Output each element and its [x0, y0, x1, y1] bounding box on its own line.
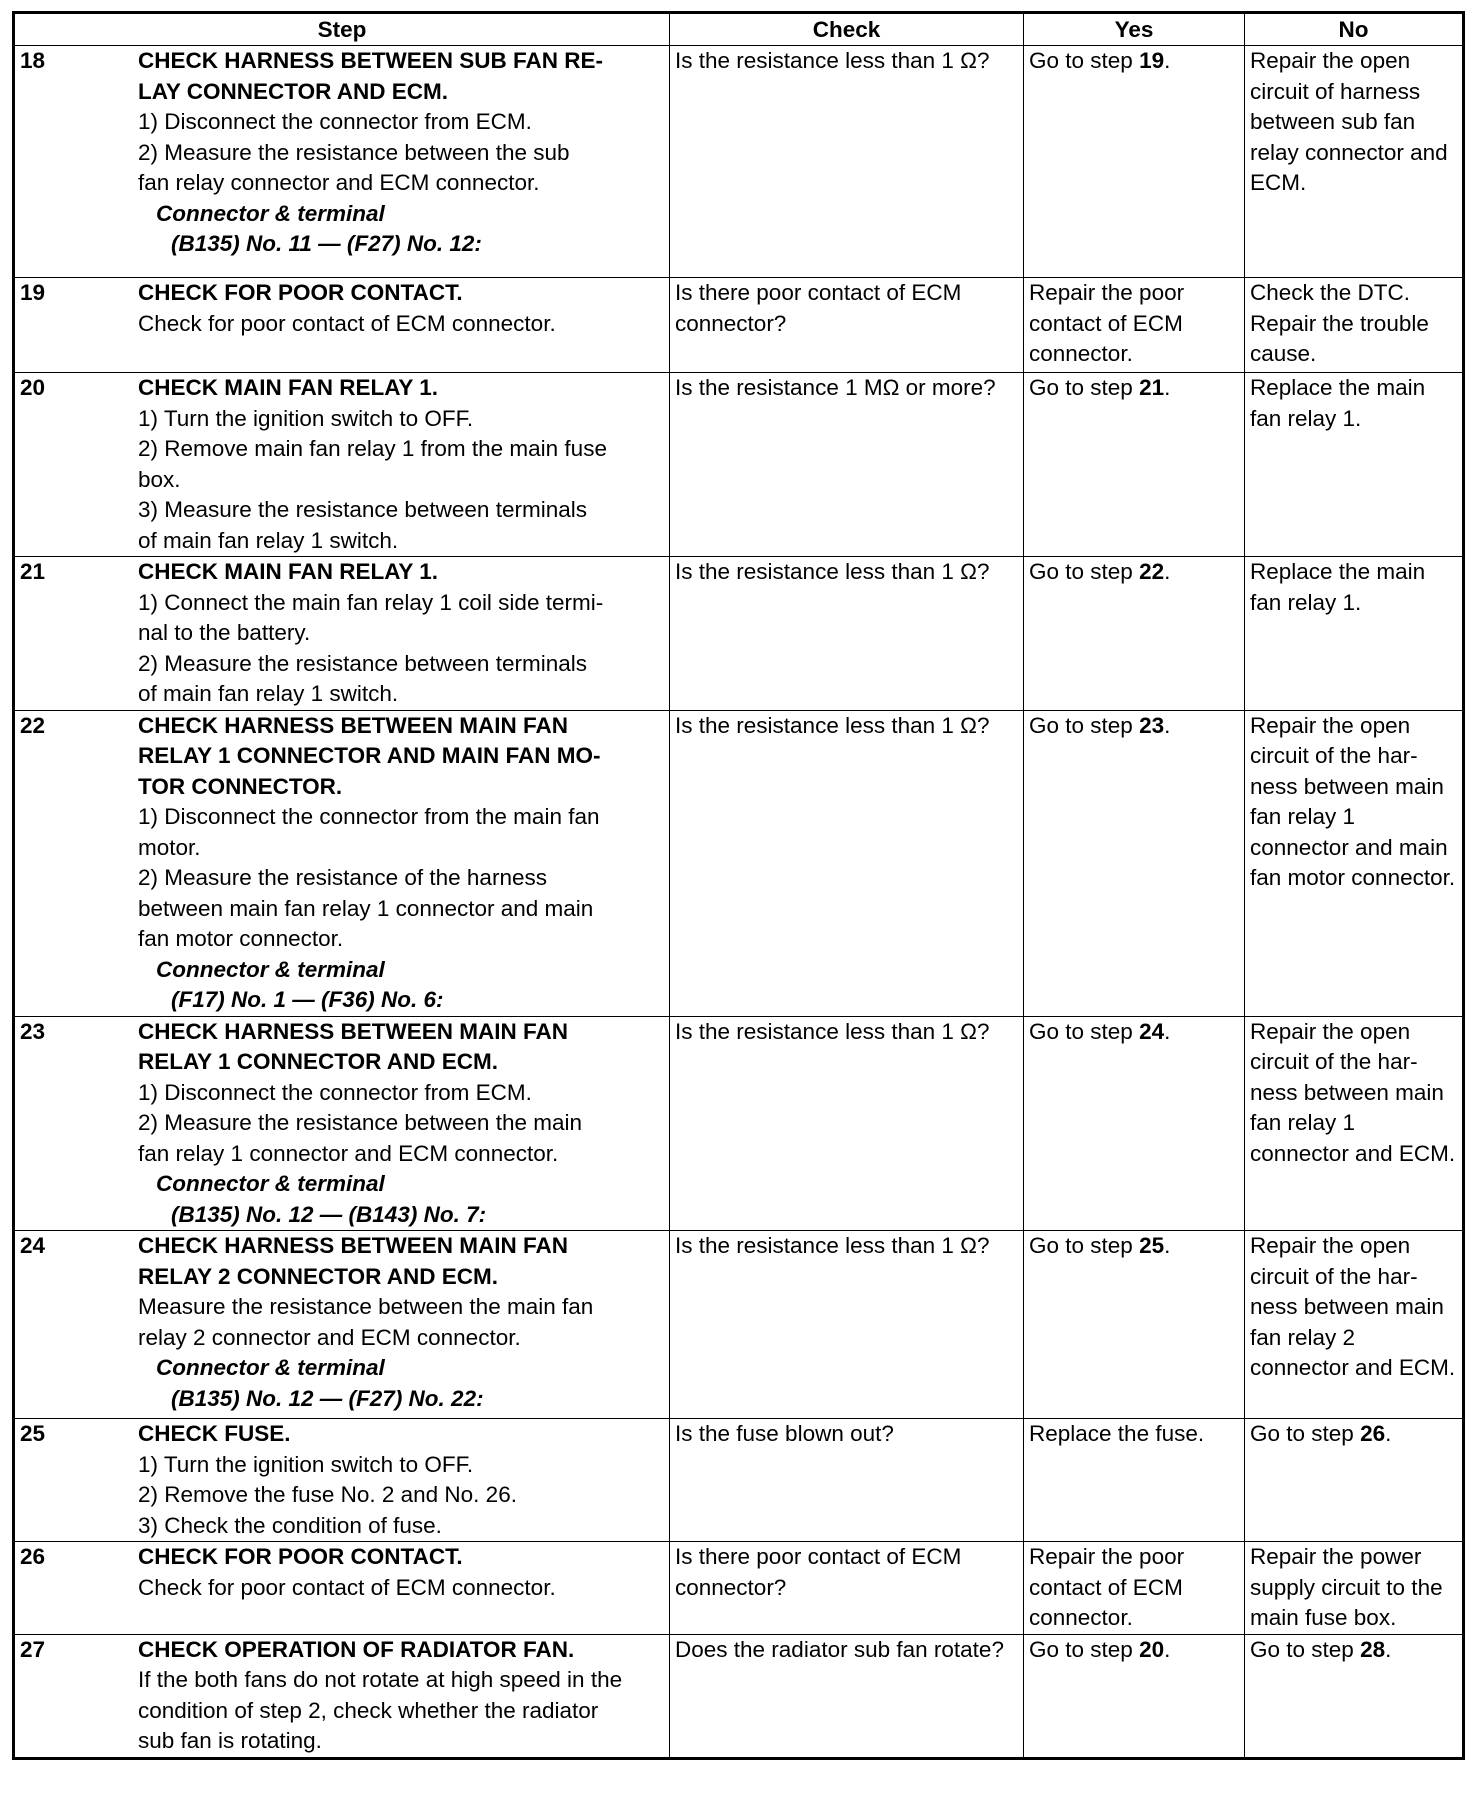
yes-step-number: 20: [1139, 1636, 1165, 1662]
connector-terminal: (B135) No. 12 — (F27) No. 22:: [171, 1385, 484, 1411]
check-question: Is the resistance less than 1 Ω?: [675, 559, 990, 584]
no-text: Repair the open circuit of the har- ness between main fan relay 1 connector and ECM.: [1250, 1018, 1456, 1166]
step-body: [138, 1419, 664, 1541]
yes-cell: [1024, 1634, 1245, 1758]
step-instruction: Check for poor contact of ECM connector.: [138, 1574, 556, 1600]
step-body: [138, 1635, 664, 1757]
yes-cell: [1024, 46, 1245, 278]
step-body: [138, 1017, 664, 1231]
step-number: 22: [20, 712, 46, 738]
step-title: RELAY 1 CONNECTOR AND ECM.: [138, 1049, 499, 1074]
step-body: [138, 278, 664, 339]
yes-step-number: 21: [1139, 375, 1165, 400]
yes-cell: [1024, 710, 1245, 1016]
step-content: [20, 557, 664, 710]
step-instruction: between main fan relay 1 connector and main: [138, 895, 594, 921]
no-cell: [1245, 557, 1464, 711]
diagnostic-table: [12, 11, 1465, 1760]
step-title: CHECK HARNESS BETWEEN MAIN FAN: [138, 712, 569, 738]
step-instruction: 1) Turn the ignition switch to OFF.: [138, 1451, 474, 1477]
no-step-number: 28: [1360, 1636, 1386, 1662]
check-question: Is there poor contact of ECM connector?: [675, 1544, 962, 1600]
step-cell: [14, 373, 670, 557]
no-text: Replace the main fan relay 1.: [1250, 375, 1426, 431]
check-question: Is the resistance 1 MΩ or more?: [675, 375, 996, 400]
step-instruction: 2) Remove the fuse No. 2 and No. 26.: [138, 1482, 517, 1507]
yes-step-number: 25: [1139, 1233, 1165, 1258]
step-number: 19: [20, 280, 46, 305]
step-cell: [14, 1542, 670, 1635]
no-text: Repair the open circuit of the har- ness between main fan relay 2 connector and ECM.: [1250, 1233, 1456, 1380]
step-body: [138, 1231, 664, 1414]
yes-step-number: 24: [1139, 1018, 1165, 1044]
step-instruction: 2) Measure the resistance between terminals: [138, 650, 587, 676]
check-question: Is the fuse blown out?: [675, 1421, 894, 1446]
step-title: CHECK MAIN FAN RELAY 1.: [138, 375, 439, 400]
check-question: Is the resistance less than 1 Ω?: [675, 1233, 990, 1258]
no-text: Replace the main fan relay 1.: [1250, 559, 1426, 615]
step-body: [138, 46, 664, 260]
yes-cell: [1024, 1542, 1245, 1635]
table-row: [14, 278, 1464, 373]
step-instruction: 2) Remove main fan relay 1 from the main fuse: [138, 436, 607, 461]
step-instruction: fan motor connector.: [138, 926, 344, 951]
header-step: Step: [14, 13, 670, 46]
table-row: [14, 373, 1464, 557]
check-cell: [670, 1016, 1024, 1231]
step-content: [20, 373, 664, 556]
step-instruction: If the both fans do not rotate at high speed in the: [138, 1667, 623, 1692]
step-number: 21: [20, 559, 46, 584]
no-cell: [1245, 278, 1464, 373]
step-cell: [14, 710, 670, 1016]
step-instruction: 2) Measure the resistance of the harness: [138, 865, 547, 890]
table-row: [14, 1231, 1464, 1419]
check-cell: [670, 373, 1024, 557]
step-content: [20, 1231, 664, 1414]
step-instruction: fan relay 1 connector and ECM connector.: [138, 1140, 559, 1166]
step-instruction: sub fan is rotating.: [138, 1728, 322, 1753]
no-cell: [1245, 373, 1464, 557]
step-number: 18: [20, 48, 46, 73]
step-title: RELAY 2 CONNECTOR AND ECM.: [138, 1263, 499, 1289]
step-body: [138, 711, 664, 1016]
step-instruction: 1) Disconnect the connector from the main fan: [138, 804, 600, 829]
step-instruction: 1) Disconnect the connector from ECM.: [138, 109, 532, 134]
document-page: [12, 11, 1462, 1760]
step-instruction: motor.: [138, 834, 201, 860]
yes-cell: [1024, 373, 1245, 557]
step-title: CHECK MAIN FAN RELAY 1.: [138, 559, 439, 584]
step-cell: [14, 1419, 670, 1542]
step-cell: [14, 1634, 670, 1758]
table-row: [14, 1542, 1464, 1635]
header-check: Check: [670, 13, 1024, 46]
step-number: 20: [20, 375, 46, 400]
step-instruction: nal to the battery.: [138, 620, 311, 645]
yes-step-number: 19: [1139, 48, 1165, 73]
check-cell: [670, 1231, 1024, 1419]
step-instruction: 3) Measure the resistance between terminals: [138, 497, 587, 522]
step-instruction: 1) Turn the ignition switch to OFF.: [138, 405, 474, 431]
yes-cell: [1024, 557, 1245, 711]
step-content: [20, 278, 664, 339]
no-cell: [1245, 1016, 1464, 1231]
step-instruction: box.: [138, 466, 181, 492]
step-title: CHECK FUSE.: [138, 1421, 291, 1446]
yes-text: Go to step 19.: [1029, 48, 1171, 73]
no-cell: [1245, 1231, 1464, 1419]
step-content: [20, 1542, 664, 1603]
connector-terminal: (B135) No. 11 — (F27) No. 12:: [171, 231, 482, 256]
step-instruction: Measure the resistance between the main fan: [138, 1294, 594, 1319]
step-instruction: relay 2 connector and ECM connector.: [138, 1324, 521, 1350]
yes-cell: [1024, 278, 1245, 373]
no-cell: [1245, 1634, 1464, 1758]
header-no: No: [1245, 13, 1464, 46]
yes-text: Repair the poor contact of ECM connector.: [1029, 1544, 1185, 1630]
step-title: RELAY 1 CONNECTOR AND MAIN FAN MO-: [138, 743, 601, 768]
check-cell: [670, 1542, 1024, 1635]
step-instruction: Check for poor contact of ECM connector.: [138, 310, 556, 336]
yes-text: Go to step 24.: [1029, 1018, 1171, 1044]
check-cell: [670, 1419, 1024, 1542]
step-cell: [14, 46, 670, 278]
connector-label: Connector & terminal: [156, 956, 385, 982]
no-cell: [1245, 46, 1464, 278]
yes-step-number: 23: [1139, 712, 1165, 738]
header-yes: Yes: [1024, 13, 1245, 46]
step-title: TOR CONNECTOR.: [138, 773, 343, 799]
step-instruction: of main fan relay 1 switch.: [138, 681, 399, 706]
no-step-number: 26: [1360, 1421, 1386, 1446]
no-text: Repair the open circuit of harness between sub fan relay connector and ECM.: [1250, 48, 1448, 195]
step-instruction: 1) Connect the main fan relay 1 coil side termi-: [138, 589, 604, 615]
check-question: Is the resistance less than 1 Ω?: [675, 712, 990, 738]
table-row: [14, 1016, 1464, 1231]
step-title: CHECK FOR POOR CONTACT.: [138, 280, 463, 305]
step-title: CHECK OPERATION OF RADIATOR FAN.: [138, 1636, 575, 1662]
check-cell: [670, 46, 1024, 278]
step-instruction: of main fan relay 1 switch.: [138, 527, 399, 553]
table-row: [14, 710, 1464, 1016]
yes-text: Go to step 22.: [1029, 559, 1171, 584]
no-text: Go to step 28.: [1250, 1636, 1392, 1662]
no-cell: [1245, 1542, 1464, 1635]
no-text: Repair the open circuit of the har- ness between main fan relay 1 connector and main fan motor connector.: [1250, 712, 1456, 890]
connector-terminal: (B135) No. 12 — (B143) No. 7:: [171, 1201, 487, 1227]
step-instruction: 1) Disconnect the connector from ECM.: [138, 1079, 532, 1105]
check-question: Is the resistance less than 1 Ω?: [675, 1018, 990, 1044]
connector-label: Connector & terminal: [156, 200, 385, 226]
step-title: CHECK FOR POOR CONTACT.: [138, 1544, 463, 1569]
step-number: 24: [20, 1233, 46, 1258]
step-number: 27: [20, 1636, 46, 1662]
check-cell: [670, 278, 1024, 373]
no-text: Go to step 26.: [1250, 1421, 1392, 1446]
step-content: [20, 46, 664, 260]
no-text: Repair the power supply circuit to the main fuse box.: [1250, 1544, 1443, 1630]
step-instruction: 3) Check the condition of fuse.: [138, 1512, 442, 1538]
step-title: LAY CONNECTOR AND ECM.: [138, 78, 449, 104]
step-title: CHECK HARNESS BETWEEN SUB FAN RE-: [138, 48, 604, 73]
connector-terminal: (F17) No. 1 — (F36) No. 6:: [171, 987, 444, 1012]
step-content: [20, 1419, 664, 1541]
yes-cell: [1024, 1016, 1245, 1231]
step-title: CHECK HARNESS BETWEEN MAIN FAN: [138, 1233, 569, 1258]
step-number: 26: [20, 1544, 46, 1569]
step-cell: [14, 1016, 670, 1231]
check-cell: [670, 557, 1024, 711]
yes-text: Replace the fuse.: [1029, 1421, 1205, 1446]
check-cell: [670, 710, 1024, 1016]
yes-cell: [1024, 1231, 1245, 1419]
header-row: [14, 13, 1464, 46]
step-title: CHECK HARNESS BETWEEN MAIN FAN: [138, 1018, 569, 1044]
step-body: [138, 373, 664, 556]
step-body: [138, 1542, 664, 1603]
step-content: [20, 711, 664, 1016]
step-content: [20, 1017, 664, 1231]
step-number: 23: [20, 1018, 46, 1044]
step-number: 25: [20, 1421, 46, 1446]
check-question: Is there poor contact of ECM connector?: [675, 280, 962, 336]
table-row: [14, 46, 1464, 278]
connector-label: Connector & terminal: [156, 1171, 385, 1196]
step-instruction: fan relay connector and ECM connector.: [138, 170, 540, 195]
check-question: Does the radiator sub fan rotate?: [675, 1636, 1004, 1662]
table-row: [14, 557, 1464, 711]
no-cell: [1245, 1419, 1464, 1542]
check-question: Is the resistance less than 1 Ω?: [675, 48, 990, 73]
step-cell: [14, 557, 670, 711]
step-body: [138, 557, 664, 710]
yes-cell: [1024, 1419, 1245, 1542]
step-instruction: 2) Measure the resistance between the sub: [138, 139, 570, 165]
step-instruction: 2) Measure the resistance between the main: [138, 1110, 582, 1135]
step-content: [20, 1635, 664, 1757]
step-instruction: condition of step 2, check whether the radiator: [138, 1697, 599, 1723]
connector-label: Connector & terminal: [156, 1355, 385, 1380]
no-cell: [1245, 710, 1464, 1016]
step-cell: [14, 1231, 670, 1419]
yes-step-number: 22: [1139, 559, 1165, 584]
no-text: Check the DTC. Repair the trouble cause.: [1250, 280, 1429, 366]
yes-text: Go to step 20.: [1029, 1636, 1171, 1662]
step-cell: [14, 278, 670, 373]
yes-text: Go to step 21.: [1029, 375, 1171, 400]
table-row: [14, 1419, 1464, 1542]
yes-text: Go to step 25.: [1029, 1233, 1171, 1258]
check-cell: [670, 1634, 1024, 1758]
yes-text: Repair the poor contact of ECM connector.: [1029, 280, 1185, 366]
table-row: [14, 1634, 1464, 1758]
yes-text: Go to step 23.: [1029, 712, 1171, 738]
